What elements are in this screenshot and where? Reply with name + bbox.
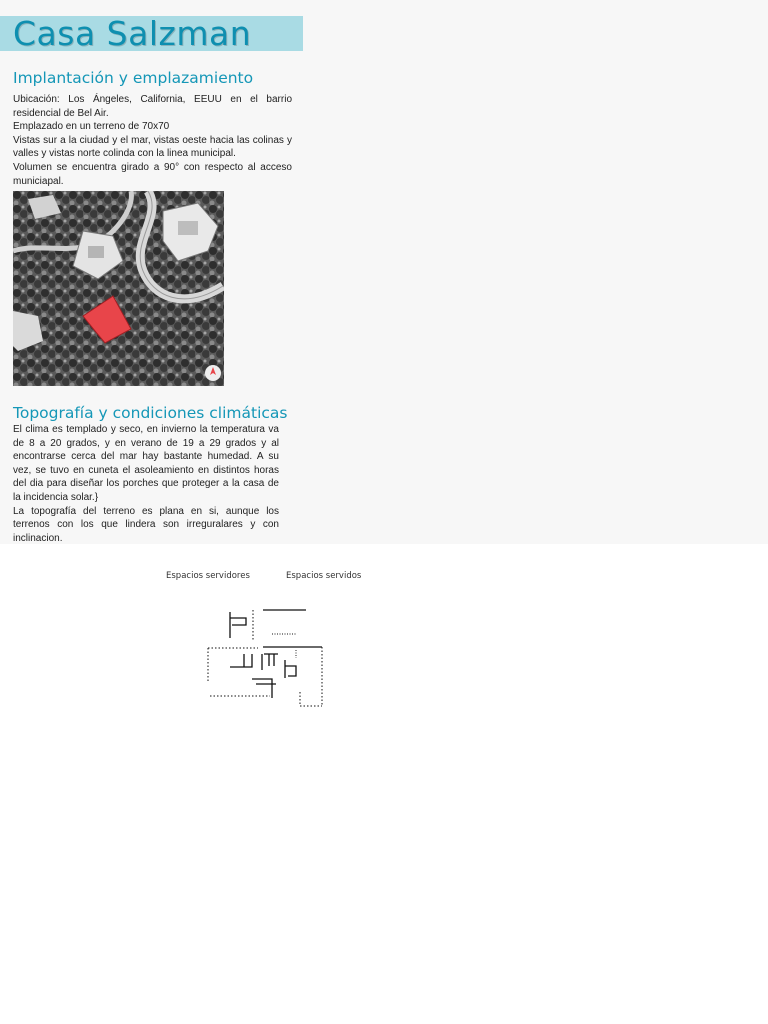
legend-servant-spaces: Espacios servidores (166, 571, 250, 581)
section-heading-location: Implantación y emplazamiento (13, 69, 254, 87)
page-title: Casa Salzman (13, 14, 252, 53)
paragraph-line: Vistas sur a la ciudad y el mar, vistas oeste hacia las colinas y valles y vistas norte colinda con la linea municipal. (13, 134, 292, 160)
aerial-site-photo (13, 191, 224, 386)
paragraph-line: La topografía del terreno es plana en si, aunque los terrenos con los que lindera son irreguralares y con inclinacion. (13, 505, 279, 544)
location-paragraph (13, 93, 292, 188)
paragraph-line: Volumen se encuentra girado a 90° con respecto al acceso municiapal. (13, 161, 292, 187)
paragraph-line: Emplazado en un terreno de 70x70 (13, 121, 170, 133)
paragraph-line: El clima es templado y seco, en invierno la temperatura va de 8 a 20 grados, y en verano de 19 a 29 grados y al encontrarse cerca del mar hay bastante humedad. A su vez, se tuvo en cuneta el asoleamiento en distintos horas del dia para diseñar los porches que proteger a la casa de la incidencia solar.} (13, 424, 279, 503)
climate-paragraph (13, 423, 279, 545)
floor-plan-diagram (200, 600, 330, 712)
section-heading-climate: Topografía y condiciones climáticas (13, 404, 288, 422)
legend-served-spaces: Espacios servidos (286, 571, 362, 581)
paragraph-line: Ubicación: Los Ángeles, California, EEUU en el barrio residencial de Bel Air. (13, 94, 292, 119)
